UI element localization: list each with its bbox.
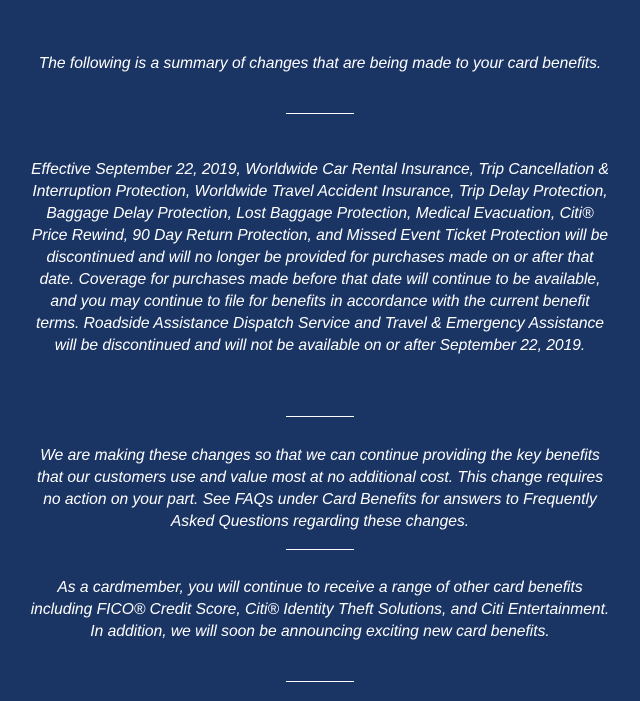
section-divider (286, 681, 354, 682)
section-divider (286, 113, 354, 114)
intro-paragraph: The following is a summary of changes that are being made to your card benefits. (38, 55, 602, 72)
reason-paragraph: We are making these changes so that we can continue providing the key benefits that our customers use and value most at no additional cost. This change requires no action on your part. See FAQs under Card Benefits for answers to Frequently Asked Questions regarding these changes. (36, 447, 604, 530)
discontinued-benefits-paragraph: Effective September 22, 2019, Worldwide Car Rental Insurance, Trip Cancellation & Interruption Protection, Worldwide Travel Accident Insurance, Trip Delay Protection, Baggage Delay Protection, Lost Baggage Protection, Medical Evacuation, Citi® Price Rewind, 90 Day Return Protection, and Missed Event Ticket Protection will be discontinued and will no longer be provided for purchases made on or after that date. Coverage for purchases made before that date will continue to be available, and you may continue to file for benefits in accordance with the current benefit terms. Roadside Assistance Dispatch Service and Travel & Emergency Assistance will be discontinued and will not be available on or after September 22, 2019. (31, 161, 609, 354)
section-divider (286, 416, 354, 417)
continuing-benefits-paragraph: As a cardmember, you will continue to receive a range of other card benefits including FICO® Credit Score, Citi® Identity Theft Solutions, and Citi Entertainment. In addition, we will soon be announcing exciting new card benefits. (30, 579, 610, 640)
section-divider (286, 549, 354, 550)
